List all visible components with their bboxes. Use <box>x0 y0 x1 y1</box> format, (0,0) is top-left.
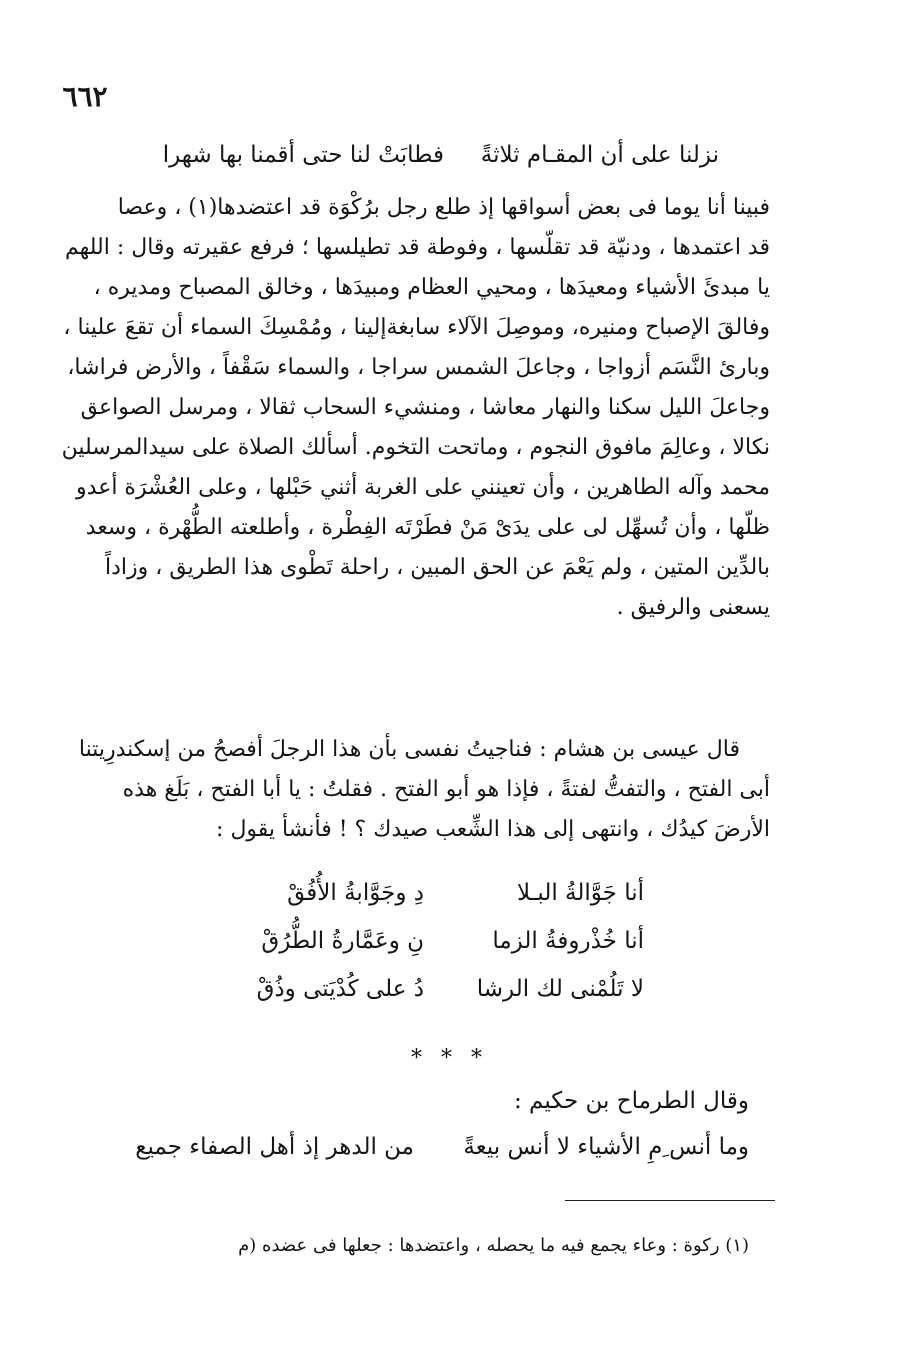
poem-verse <box>0 976 899 1016</box>
poem-second-hemistich: دُ على كُدْيَتى وذُقْ <box>256 976 424 1002</box>
poem-second-hemistich: دِ وجَوَّابةُ الأُفُقْ <box>287 880 424 906</box>
paragraph-isa-ibn-hisham <box>78 730 770 850</box>
poem-second-hemistich: نِ وعَمَّارةُ الطُّرُقْ <box>261 928 424 954</box>
poem-verse <box>0 928 899 968</box>
tirimmah-intro: وقال الطرماح بن حكيم : <box>513 1088 749 1114</box>
paragraph-sermon <box>61 188 770 628</box>
closing-verse <box>0 1134 899 1174</box>
paragraph-line: بالدِّين المتين ، ولم يَعْمَ عن الحق المبين ، راحلة تَطْوى هذا الطريق ، وزاداً <box>104 555 770 580</box>
paragraph-line: نكالا ، وعالِمَ مافوق النجوم ، وماتحت التخوم. أسألك الصلاة على سيدالمرسلين <box>61 435 770 460</box>
opening-verse-second-hemistich: فطابَتْ لنا حتى أقمنا بها شهرا <box>162 142 444 168</box>
footnote-rule <box>565 1200 775 1201</box>
poem-first-hemistich: لا تَلُمْنى لك الرشا <box>476 976 644 1002</box>
opening-verse-first-hemistich: نزلنا على أن المقـام ثلاثةً <box>480 142 719 168</box>
poem-verse <box>0 880 899 920</box>
opening-verse <box>0 142 899 178</box>
paragraph-line: وجاعلَ الليل سكنا والنهار معاشا ، ومنشيء السحاب ثقالا ، ومرسل الصواعق <box>80 395 770 420</box>
paragraph-line: الأرضَ كيدُك ، وانتهى إلى هذا الشِّعب صيدك ؟ ! فأنشأ يقول : <box>216 817 770 842</box>
paragraph-line: وبارئ النَّسَم أزواجا ، وجاعلَ الشمس سراجا ، والسماء سَقْفاً ، والأرض فراشا، <box>67 355 770 380</box>
paragraph-line: ظلّها ، وأن تُسهِّل لى على يدَىْ مَنْ فطَرْتَه الفِطْرة ، وأطلعته الطُّهْرة ، وسعد <box>85 515 770 540</box>
poem-first-hemistich: أنا خُذْروفةُ الزما <box>492 928 644 954</box>
paragraph-line: محمد وآله الطاهرين ، وأن تعينني على الغربة أثني حَبْلها ، وعلى العُشْرَة أعدو <box>76 475 770 500</box>
paragraph-line: قد اعتمدها ، ودنيّة قد تقلّسها ، وفوطة قد تطيلسها ؛ فرفع عقيرته وقال : اللهم <box>64 235 770 260</box>
page-number: ٦٦٢ <box>62 80 108 113</box>
closing-verse-first-hemistich: وما أنس ِمِ الأشياء لا أنس بيعةً <box>463 1134 749 1160</box>
paragraph-line: وفالقَ الإصباح ومنيره، وموصِلَ الآلاء سابغةإلينا ، ومُمْسِكَ السماء أن تقعَ علينا ، <box>63 315 770 340</box>
closing-verse-second-hemistich: من الدهر إذ أهل الصفاء جميع <box>135 1134 414 1160</box>
section-separator: * * * <box>411 1046 488 1071</box>
footnote: (١) ركوة : وعاء يجمع فيه ما يحصله ، واعتضدها : جعلها فى عضده (م <box>238 1235 749 1256</box>
paragraph-line: فبينا أنا يوما فى بعض أسواقها إذ طلع رجل برُكْوَة قد اعتضدها(١) ، وعصا <box>117 195 770 220</box>
poem-first-hemistich: أنا جَوَّالةُ البـلا <box>516 880 644 906</box>
paragraph-line: يسعنى والرفيق . <box>616 595 770 620</box>
paragraph-line: أبى الفتح ، والتفتُّ لفتةً ، فإذا هو أبو الفتح . فقلتُ : يا أبا الفتح ، بَلَغ هذه <box>122 777 770 802</box>
paragraph-line: قال عيسى بن هشام : فناجيتُ نفسى بأن هذا الرجلَ أفصحُ من إسكندرِيتنا <box>78 737 740 762</box>
paragraph-line: يا مبدئَ الأشياء ومعيدَها ، ومحيي العظام ومبيدَها ، وخالق المصباح ومديره ، <box>93 275 770 300</box>
